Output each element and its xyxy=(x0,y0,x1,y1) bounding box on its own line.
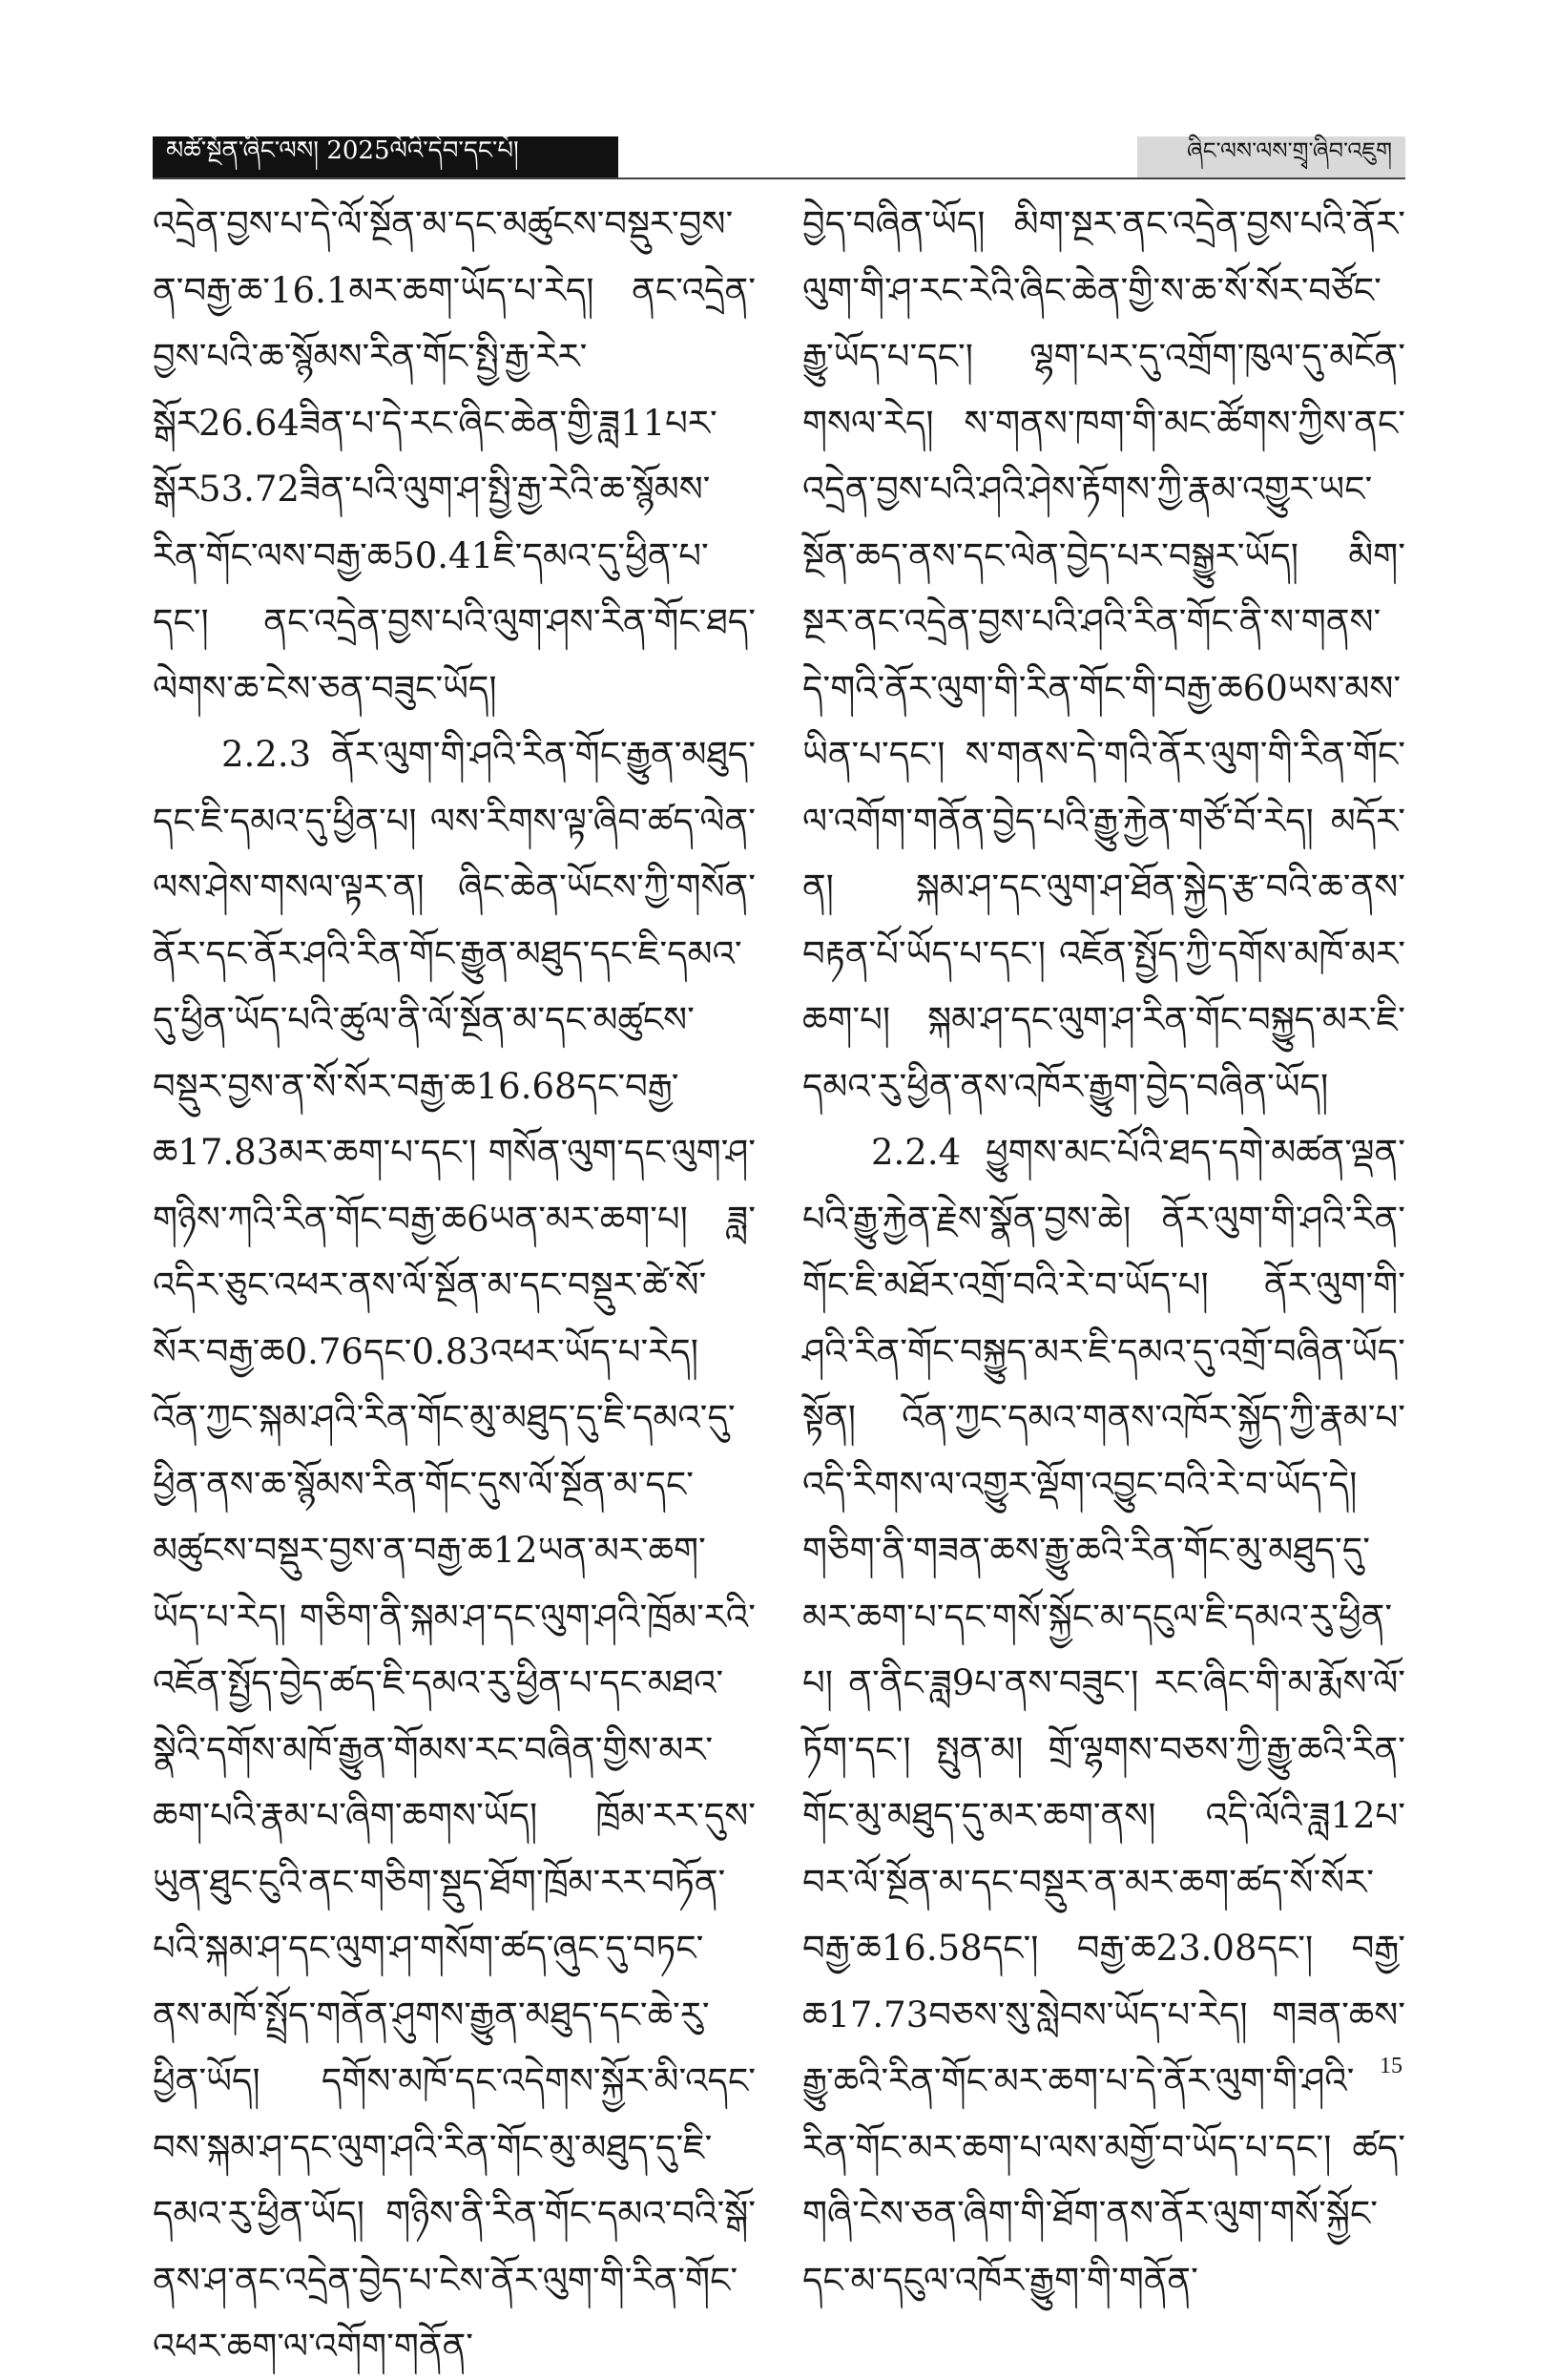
journal-title-banner xyxy=(153,136,618,178)
section-title-banner xyxy=(1137,136,1405,178)
paragraph: བྱེད་བཞིན་ཡོད། མིག་སྔར་ནང་འདྲེན་བྱས་པའི་ནོར་ལུག་གི་ཤ་རང་རེའི་ཞིང་ཆེན་གྱི་ས་ཆ་སོ་སོར་བཙོང་རྒྱུ་ཡོད་པ་དང་། ལྷག་པར་དུ་འགྲོག་ཁུལ་དུ་མངོན་གསལ་རེད། ས་གནས་ཁག་གི་མང་ཚོགས་ཀྱིས་ནང་འདྲེན་བྱས་པའི་ཤའི་ཤེས་རྟོགས་ཀྱི་རྣམ་འགྱུར་ཡང་སྔོན་ཆད་ནས་དང་ལེན་བྱེད་པར་བསྒྱུར་ཡོད། མིག་སྔར་ནང་འདྲེན་བྱས་པའི་ཤའི་རིན་གོང་ནི་ས་གནས་དེ་གའི་ནོར་ལུག་གི་རིན་གོང་གི་བརྒྱ་ཆ60ཡས་མས་ཡིན་པ་དང་། ས་གནས་དེ་གའི་ནོར་ལུག་གི་རིན་གོང་ལ་འགོག་གནོན་བྱེད་པའི་རྒྱུ་རྐྱེན་གཙོ་བོ་རེད། མདོར་ན། སྐམ་ཤ་དང་ལུག་ཤ་ཐོན་སྐྱེད་རྩ་བའི་ཆ་ནས་བརྟན་པོ་ཡོད་པ་དང་། འཇོན་སྤྱོད་ཀྱི་དགོས་མཁོ་མར་ཆག་པ། སྐམ་ཤ་དང་ལུག་ཤ་རིན་གོང་བསྐྱུད་མར་ཇི་དམའ་རུ་ཕྱིན་ནས་འཁོར་རྒྱུག་བྱེད་བཞིན་ཡོད། xyxy=(802,203,1405,1107)
left-column xyxy=(153,191,756,2367)
journal-title: མཚོ་སྔོན་ཞིང་ལས། 2025ལོའི་དེབ་དང་པོ། xyxy=(166,136,519,165)
paragraph: 2.2.3 ནོར་ལུག་གི་ཤའི་རིན་གོང་རྒྱུན་མཐུད་དང་ཇི་དམའ་དུ་ཕྱིན་པ། ལས་རིགས་ལྟ་ཞིབ་ཚད་ལེན་ལས་ཤེས་གསལ་ལྟར་ན། ཞིང་ཆེན་ཡོངས་ཀྱི་གསོན་ནོར་དང་ནོར་ཤའི་རིན་གོང་རྒྱུན་མཐུད་དང་ཇི་དམའ་དུ་ཕྱིན་ཡོད་པའི་ཚུལ་ནི་ལོ་སྔོན་མ་དང་མཚུངས་བསྡུར་བྱས་ན་སོ་སོར་བརྒྱ་ཆ16.68དང་བརྒྱ་ཆ17.83མར་ཆག་པ་དང་། གསོན་ལུག་དང་ལུག་ཤ་གཉིས་ཀའི་རིན་གོང་བརྒྱ་ཆ6ཡན་མར་ཆག་པ། ཟླ་འདིར་ཅུང་འཕར་ནས་ལོ་སྔོན་མ་དང་བསྡུར་ཚེ་སོ་སོར་བརྒྱ་ཆ0.76དང་0.83འཕར་ཡོད་པ་རེད། འོན་ཀྱང་སྐམ་ཤའི་རིན་གོང་མུ་མཐུད་དུ་ཇི་དམའ་དུ་ཕྱིན་ནས་ཆ་སྙོམས་རིན་གོང་དུས་ལོ་སྔོན་མ་དང་མཚུངས་བསྡུར་བྱས་ན་བརྒྱ་ཆ12ཡན་མར་ཆག་ཡོད་པ་རེད། གཅིག་ནི་སྐམ་ཤ་དང་ལུག་ཤའི་ཁྲོམ་རའི་འཇོན་སྤྱོད་བྱེད་ཚད་ཇི་དམའ་རུ་ཕྱིན་པ་དང་མཐའ་སྣེའི་དགོས་མཁོ་རྒྱུན་གོམས་རང་བཞིན་གྱིས་མར་ཆག་པའི་རྣམ་པ་ཞིག་ཆགས་ཡོད། ཁྲོམ་རར་དུས་ཡུན་ཐུང་ངུའི་ནང་གཅིག་སྡུད་ཐོག་ཁྲོམ་རར་བཏོན་པའི་སྐམ་ཤ་དང་ལུག་ཤ་གསོག་ཚད་ཞུང་དུ་བཏང་ནས་མཁོ་སྤྲོད་གནོན་ཤུགས་རྒྱུན་མཐུད་དང་ཆེ་རུ་ཕྱིན་ཡོད། དགོས་མཁོ་དང་འདེགས་སྐྱོར་མི་འདང་བས་སྐམ་ཤ་དང་ལུག་ཤའི་རིན་གོང་མུ་མཐུད་དུ་ཇི་དམའ་རུ་ཕྱིན་ཡོད། གཉིས་ནི་རིན་གོང་དམའ་བའི་སྒོ་ནས་ཤ་ནང་འདྲེན་བྱེད་པ་ངེས་ནོར་ལུག་གི་རིན་གོང་འཕར་ཆག་ལ་འགོག་གནོན་ xyxy=(153,734,756,2367)
paragraph: 2.2.4 ཕྱུགས་མང་པོའི་ཐད་དགེ་མཚན་ལྡན་པའི་རྒྱུ་རྐྱེན་རྗེས་སྣོན་བྱས་ཆེ། ནོར་ལུག་གི་ཤའི་རིན་གོང་ཇི་མཐོར་འགྲོ་བའི་རེ་བ་ཡོད་པ། ནོར་ལུག་གི་ཤའི་རིན་གོང་བསྐྱུད་མར་ཇི་དམའ་དུ་འགྲོ་བཞིན་ཡོད་སྟོན། འོན་ཀྱང་དམའ་གནས་འཁོར་སྐྱོད་ཀྱི་རྣམ་པ་འདི་རིགས་ལ་འགྱུར་ལྡོག་འབྱུང་བའི་རེ་བ་ཡོད་དེ། གཅིག་ནི་གཟན་ཆས་རྒྱུ་ཆའི་རིན་གོང་མུ་མཐུད་དུ་མར་ཆག་པ་དང་གསོ་སྐྱོང་མ་དངུལ་ཇི་དམའ་རུ་ཕྱིན་པ། ན་ནིང་ཟླ9པ་ནས་བཟུང་། རང་ཞིང་གི་མ་རྨོས་ལོ་ཏོག་དང་། སྤུན་མ། གྲོ་ལྷགས་བཅས་ཀྱི་རྒྱུ་ཆའི་རིན་གོང་མུ་མཐུད་དུ་མར་ཆག་ནས། འདི་ལོའི་ཟླ12པ་བར་ལོ་སྔོན་མ་དང་བསྡུར་ན་མར་ཆག་ཚད་སོ་སོར་བརྒྱ་ཆ16.58དང་། བརྒྱ་ཆ23.08དང་། བརྒྱ་ཆ17.73བཅས་སུ་སླེབས་ཡོད་པ་རེད། གཟན་ཆས་རྒྱུ་ཆའི་རིན་གོང་མར་ཆག་པ་དེ་ནོར་ལུག་གི་ཤའི་རིན་གོང་མར་ཆག་པ་ལས་མགྱོ་བ་ཡོད་པ་དང་། ཚད་གཞི་ངེས་ཅན་ཞིག་གི་ཐོག་ནས་ནོར་ལུག་གསོ་སྐྱོང་དང་མ་དངུལ་འཁོར་རྒྱུག་གི་གནོན་ xyxy=(802,1132,1405,2301)
section-title: ཞིང་ལས་ལས་གྲྭ་ཞིབ་འཇུག xyxy=(1187,136,1392,164)
page-number: 15 xyxy=(1380,2054,1402,2078)
paragraph: འདྲེན་བྱས་པ་དེ་ལོ་སྔོན་མ་དང་མཚུངས་བསྡུར་བྱས་ན་བརྒྱ་ཆ་16.1མར་ཆག་ཡོད་པ་རེད། ནང་འདྲེན་བྱས་པའི་ཆ་སྙོམས་རིན་གོང་སྤྱི་རྒྱ་རེར་སྒོར26.64ཟིན་པ་དེ་རང་ཞིང་ཆེན་གྱི་ཟླ11པར་སྒོར53.72ཟིན་པའི་ལུག་ཤ་སྤྱི་རྒྱ་རེའི་ཆ་སྙོམས་རིན་གོང་ལས་བརྒྱ་ཆ50.41ཇི་དམའ་དུ་ཕྱིན་པ་དང་། ནང་འདྲེན་བྱས་པའི་ལུག་ཤས་རིན་གོང་ཐད་ལེགས་ཆ་ངེས་ཅན་བཟུང་ཡོད། xyxy=(153,203,756,709)
header-rule xyxy=(153,177,1405,179)
